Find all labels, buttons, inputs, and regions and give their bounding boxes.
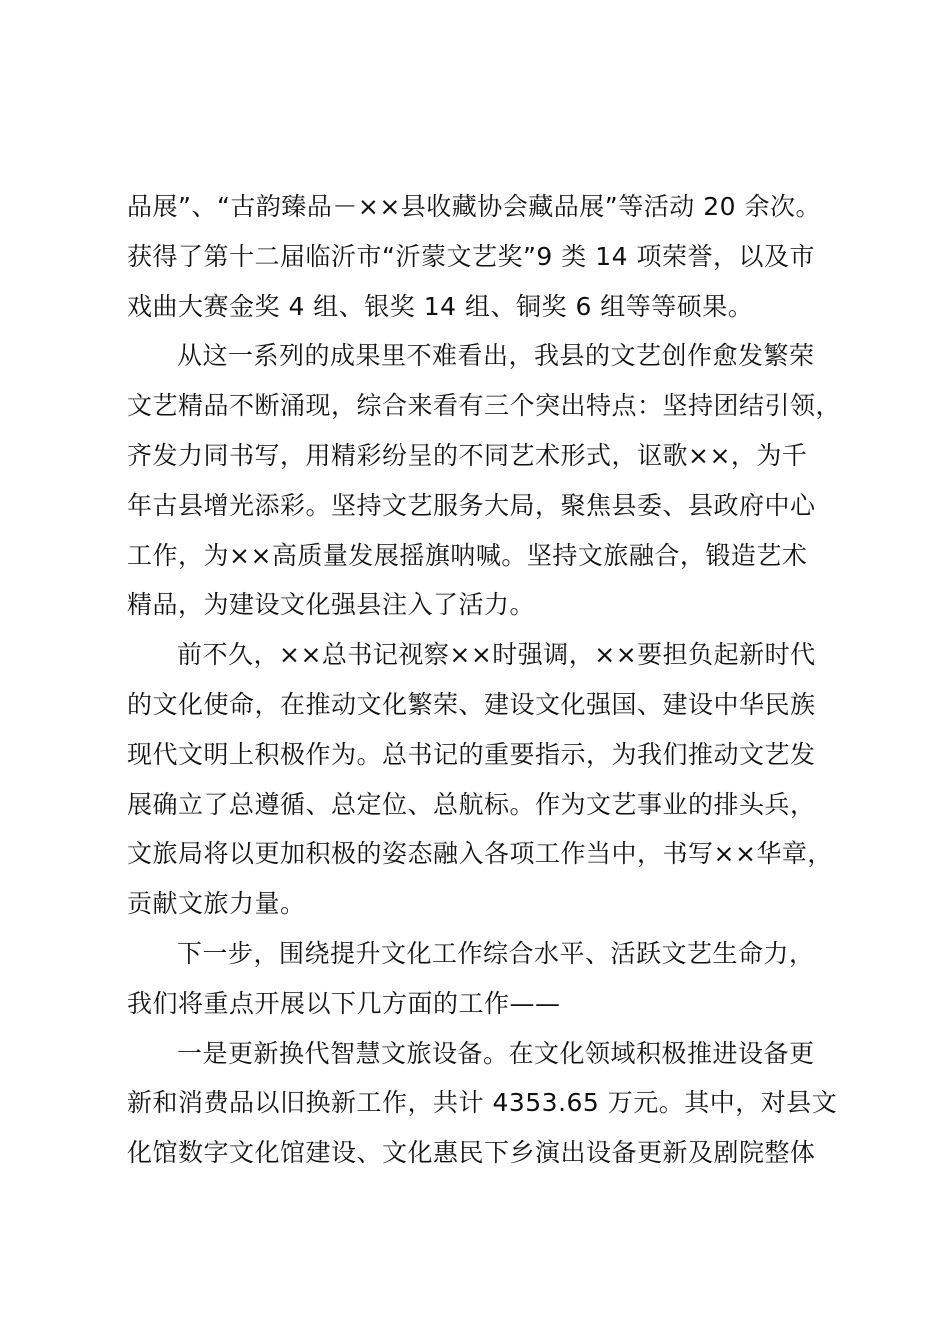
paragraph-first-line: 从这一系列的成果里不难看出，我县的文艺创作愈发繁荣 <box>177 341 815 371</box>
text-line: 文艺精品不断涌现，综合来看有三个突出特点：坚持团结引领， <box>127 391 842 421</box>
text-line: 现代文明上积极作为。总书记的重要指示，为我们推动文艺发 <box>127 739 816 769</box>
document-body <box>127 182 857 1178</box>
text-line: 精品，为建设文化强县注入了活力。 <box>127 590 536 620</box>
text-line: 新和消费品以旧换新工作，共计 4353.65 万元。其中，对县文 <box>127 1088 838 1118</box>
paragraph-first-line: 下一步，围绕提升文化工作综合水平、活跃文艺生命力， <box>177 938 815 968</box>
text-line: 品展”、“古韵臻品－××县收藏协会藏品展”等活动 20 余次。 <box>127 192 821 221</box>
text-line: 的文化使命，在推动文化繁荣、建设文化强国、建设中华民族 <box>127 689 816 719</box>
text-line: 年古县增光添彩。坚持文艺服务大局，聚焦县委、县政府中心 <box>127 490 816 520</box>
text-line: 化馆数字文化馆建设、文化惠民下乡演出设备更新及剧院整体 <box>127 1138 816 1168</box>
text-line: 我们将重点开展以下几方面的工作—— <box>127 988 561 1018</box>
text-line: 展确立了总遵循、总定位、总航标。作为文艺事业的排头兵， <box>127 789 816 819</box>
text-line: 齐发力同书写，用精彩纷呈的不同艺术形式，讴歌××，为千 <box>127 440 808 470</box>
text-line: 贡献文旅力量。 <box>127 889 306 919</box>
text-line: 文旅局将以更加积极的姿态融入各项工作当中，书写××华章， <box>127 839 833 869</box>
text-line: 工作，为××高质量发展摇旗呐喊。坚持文旅融合，锻造艺术 <box>127 540 808 570</box>
text-line: 获得了第十二届临沂市“沂蒙文艺奖”9 类 14 项荣誉，以及市 <box>127 241 815 271</box>
text-line: 戏曲大赛金奖 4 组、银奖 14 组、铜奖 6 组等等硕果。 <box>127 291 754 321</box>
paragraph-first-line: 一是更新换代智慧文旅设备。在文化领域积极推进设备更 <box>177 1038 815 1068</box>
paragraph-first-line: 前不久，××总书记视察××时强调，××要担负起新时代 <box>177 640 816 670</box>
